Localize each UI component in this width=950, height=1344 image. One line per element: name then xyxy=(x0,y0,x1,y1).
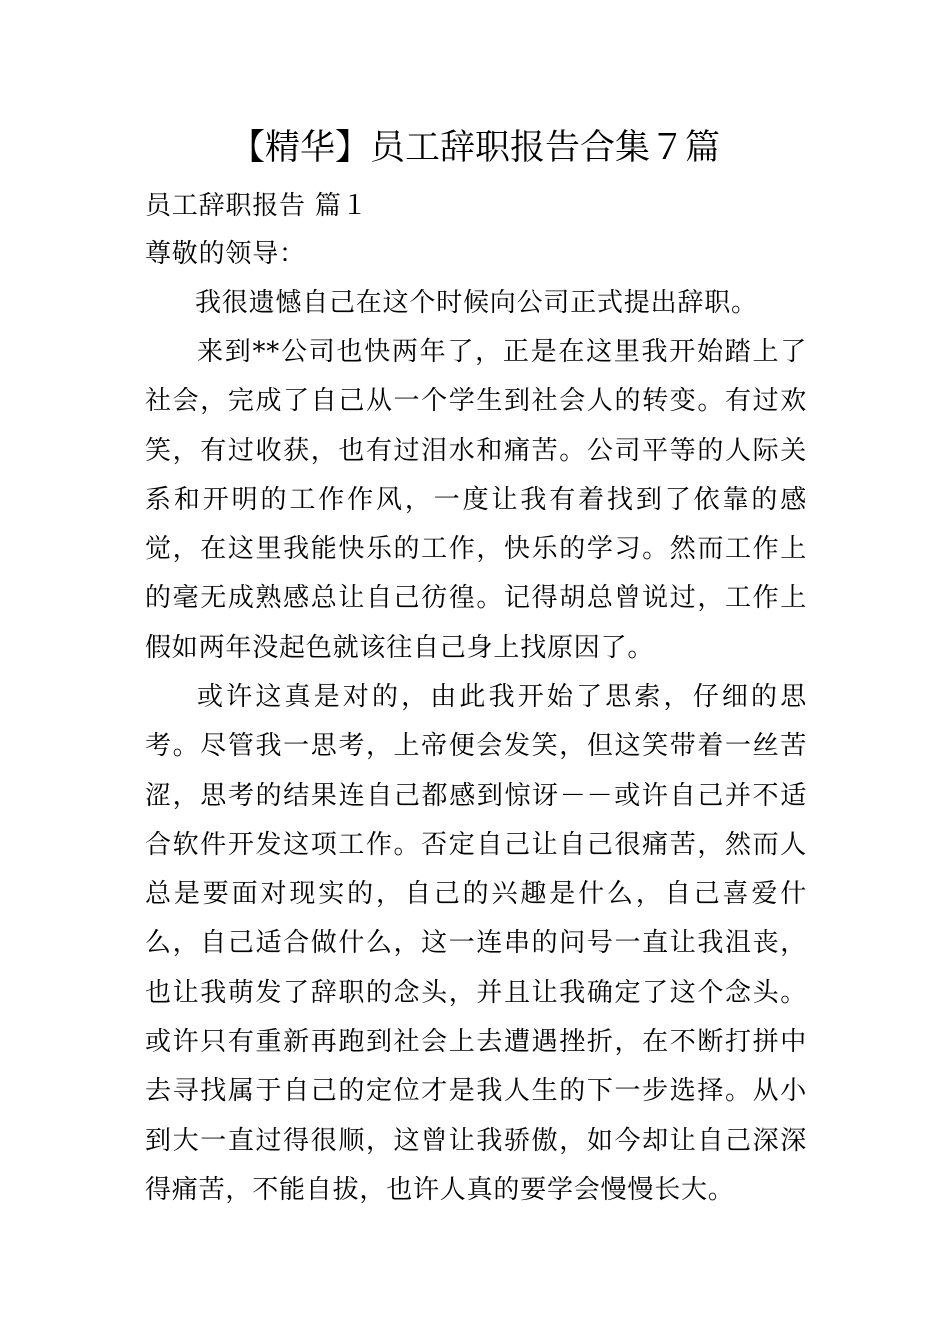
document-title: 【精华】员工辞职报告合集７篇 xyxy=(229,128,720,168)
paragraph-3: 或许这真是对的，由此我开始了思索，仔细的思考。尽管我一思考，上帝便会发笑，但这笑带着一丝苦涩，思考的结果连自己都感到惊讶－－或许自己并不适合软件开发这项工作。否定自己让自己很痛苦，然而人总是要面对现实的，自己的兴趣是什么，自己喜爱什么，自己适合做什么，这一连串的问号一直让我沮丧，也让我萌发了辞职的念头，并且让我确定了这个念头。或许只有重新再跑到社会上去遭遇挫折，在不断打拼中去寻找属于自己的定位才是我人生的下一步选择。从小到大一直过得很顺，这曾让我骄傲，如今却让自己深深得痛苦，不能自拔，也许人真的要学会慢慢长大。 xyxy=(145,682,807,1205)
salutation: 尊敬的领导： xyxy=(145,239,306,269)
paragraph-2: 来到**公司也快两年了，正是在这里我开始踏上了社会，完成了自己从一个学生到社会人的转变。有过欢笑，有过收获，也有过泪水和痛苦。公司平等的人际关系和开明的工作作风，一度让我有着找到了依靠的感觉，在这里我能快乐的工作，快乐的学习。然而工作上的毫无成熟感总让自己彷徨。记得胡总曾说过，工作上假如两年没起色就该往自己身上找原因了。 xyxy=(145,337,807,663)
paragraph-1: 我很遗憾自己在这个时候向公司正式提出辞职。 xyxy=(195,288,758,318)
section-heading: 员工辞职报告 篇１ xyxy=(145,191,369,221)
